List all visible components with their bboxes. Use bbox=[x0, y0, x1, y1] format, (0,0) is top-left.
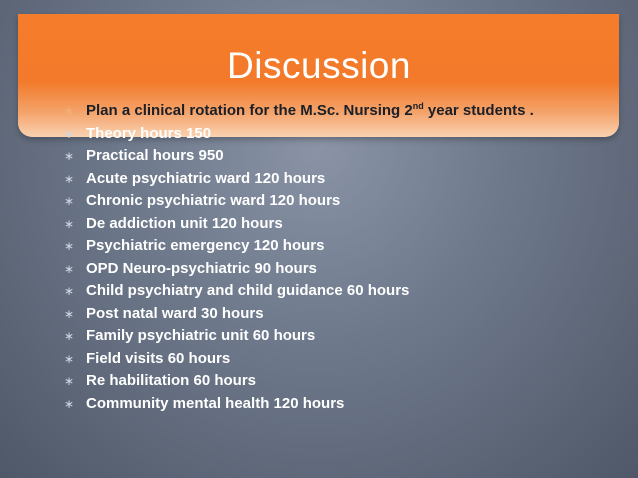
bullet-icon: ∗ bbox=[64, 351, 75, 366]
list-item bbox=[64, 370, 534, 393]
list-item bbox=[64, 190, 534, 213]
bullet-icon: ∗ bbox=[64, 374, 75, 388]
list-item-text: Theory hours 150 bbox=[86, 124, 212, 142]
list-item-text: OPD Neuro-psychiatric 90 hours bbox=[86, 259, 317, 277]
list-item-text: Community mental health 120 hours bbox=[86, 394, 345, 412]
list-item bbox=[64, 325, 534, 348]
bullet-list bbox=[64, 100, 534, 415]
list-item bbox=[64, 280, 534, 303]
list-item bbox=[64, 123, 534, 146]
list-item-text: Practical hours 950 bbox=[86, 147, 224, 164]
list-item-text: Psychiatric emergency 120 hours bbox=[86, 237, 325, 254]
list-item bbox=[64, 213, 534, 236]
intro-superscript: nd bbox=[412, 101, 424, 111]
list-item-intro bbox=[64, 100, 534, 123]
bullet-icon: ∗ bbox=[64, 261, 75, 276]
bullet-icon: ∗ bbox=[64, 239, 75, 253]
list-item-text: Field visits 60 hours bbox=[86, 349, 231, 367]
bullet-icon: ∗ bbox=[64, 306, 75, 321]
list-item bbox=[64, 258, 534, 281]
bullet-icon: ∗ bbox=[64, 396, 75, 411]
list-item bbox=[64, 235, 534, 258]
slide-title: Discussion bbox=[227, 45, 411, 86]
list-item-text: Child psychiatry and child guidance 60 hours bbox=[86, 282, 410, 299]
list-item bbox=[64, 168, 534, 191]
bullet-icon: ∗ bbox=[64, 149, 75, 163]
list-item-text: Family psychiatric unit 60 hours bbox=[86, 327, 316, 344]
bullet-icon: ∗ bbox=[64, 194, 75, 208]
bullet-icon: ∗ bbox=[64, 284, 75, 298]
list-item-text: Re habilitation 60 hours bbox=[86, 372, 257, 389]
list-item-text: Acute psychiatric ward 120 hours bbox=[86, 169, 326, 187]
bullet-icon: ∗ bbox=[64, 126, 75, 141]
intro-text: Plan a clinical rotation for the M.Sc. Nursing 2 bbox=[86, 102, 413, 119]
bullet-icon: ∗ bbox=[64, 104, 75, 118]
list-item bbox=[64, 348, 534, 371]
list-item-text: Post natal ward 30 hours bbox=[86, 304, 264, 322]
bullet-icon: ∗ bbox=[64, 329, 75, 343]
list-item bbox=[64, 145, 534, 168]
list-item bbox=[64, 303, 534, 326]
list-item bbox=[64, 393, 534, 416]
intro-text-end: year students . bbox=[423, 102, 534, 119]
bullet-icon: ∗ bbox=[64, 171, 75, 186]
list-item-text: De addiction unit 120 hours bbox=[86, 214, 283, 232]
bullet-icon: ∗ bbox=[64, 216, 75, 231]
list-item-text: Chronic psychiatric ward 120 hours bbox=[86, 192, 341, 209]
